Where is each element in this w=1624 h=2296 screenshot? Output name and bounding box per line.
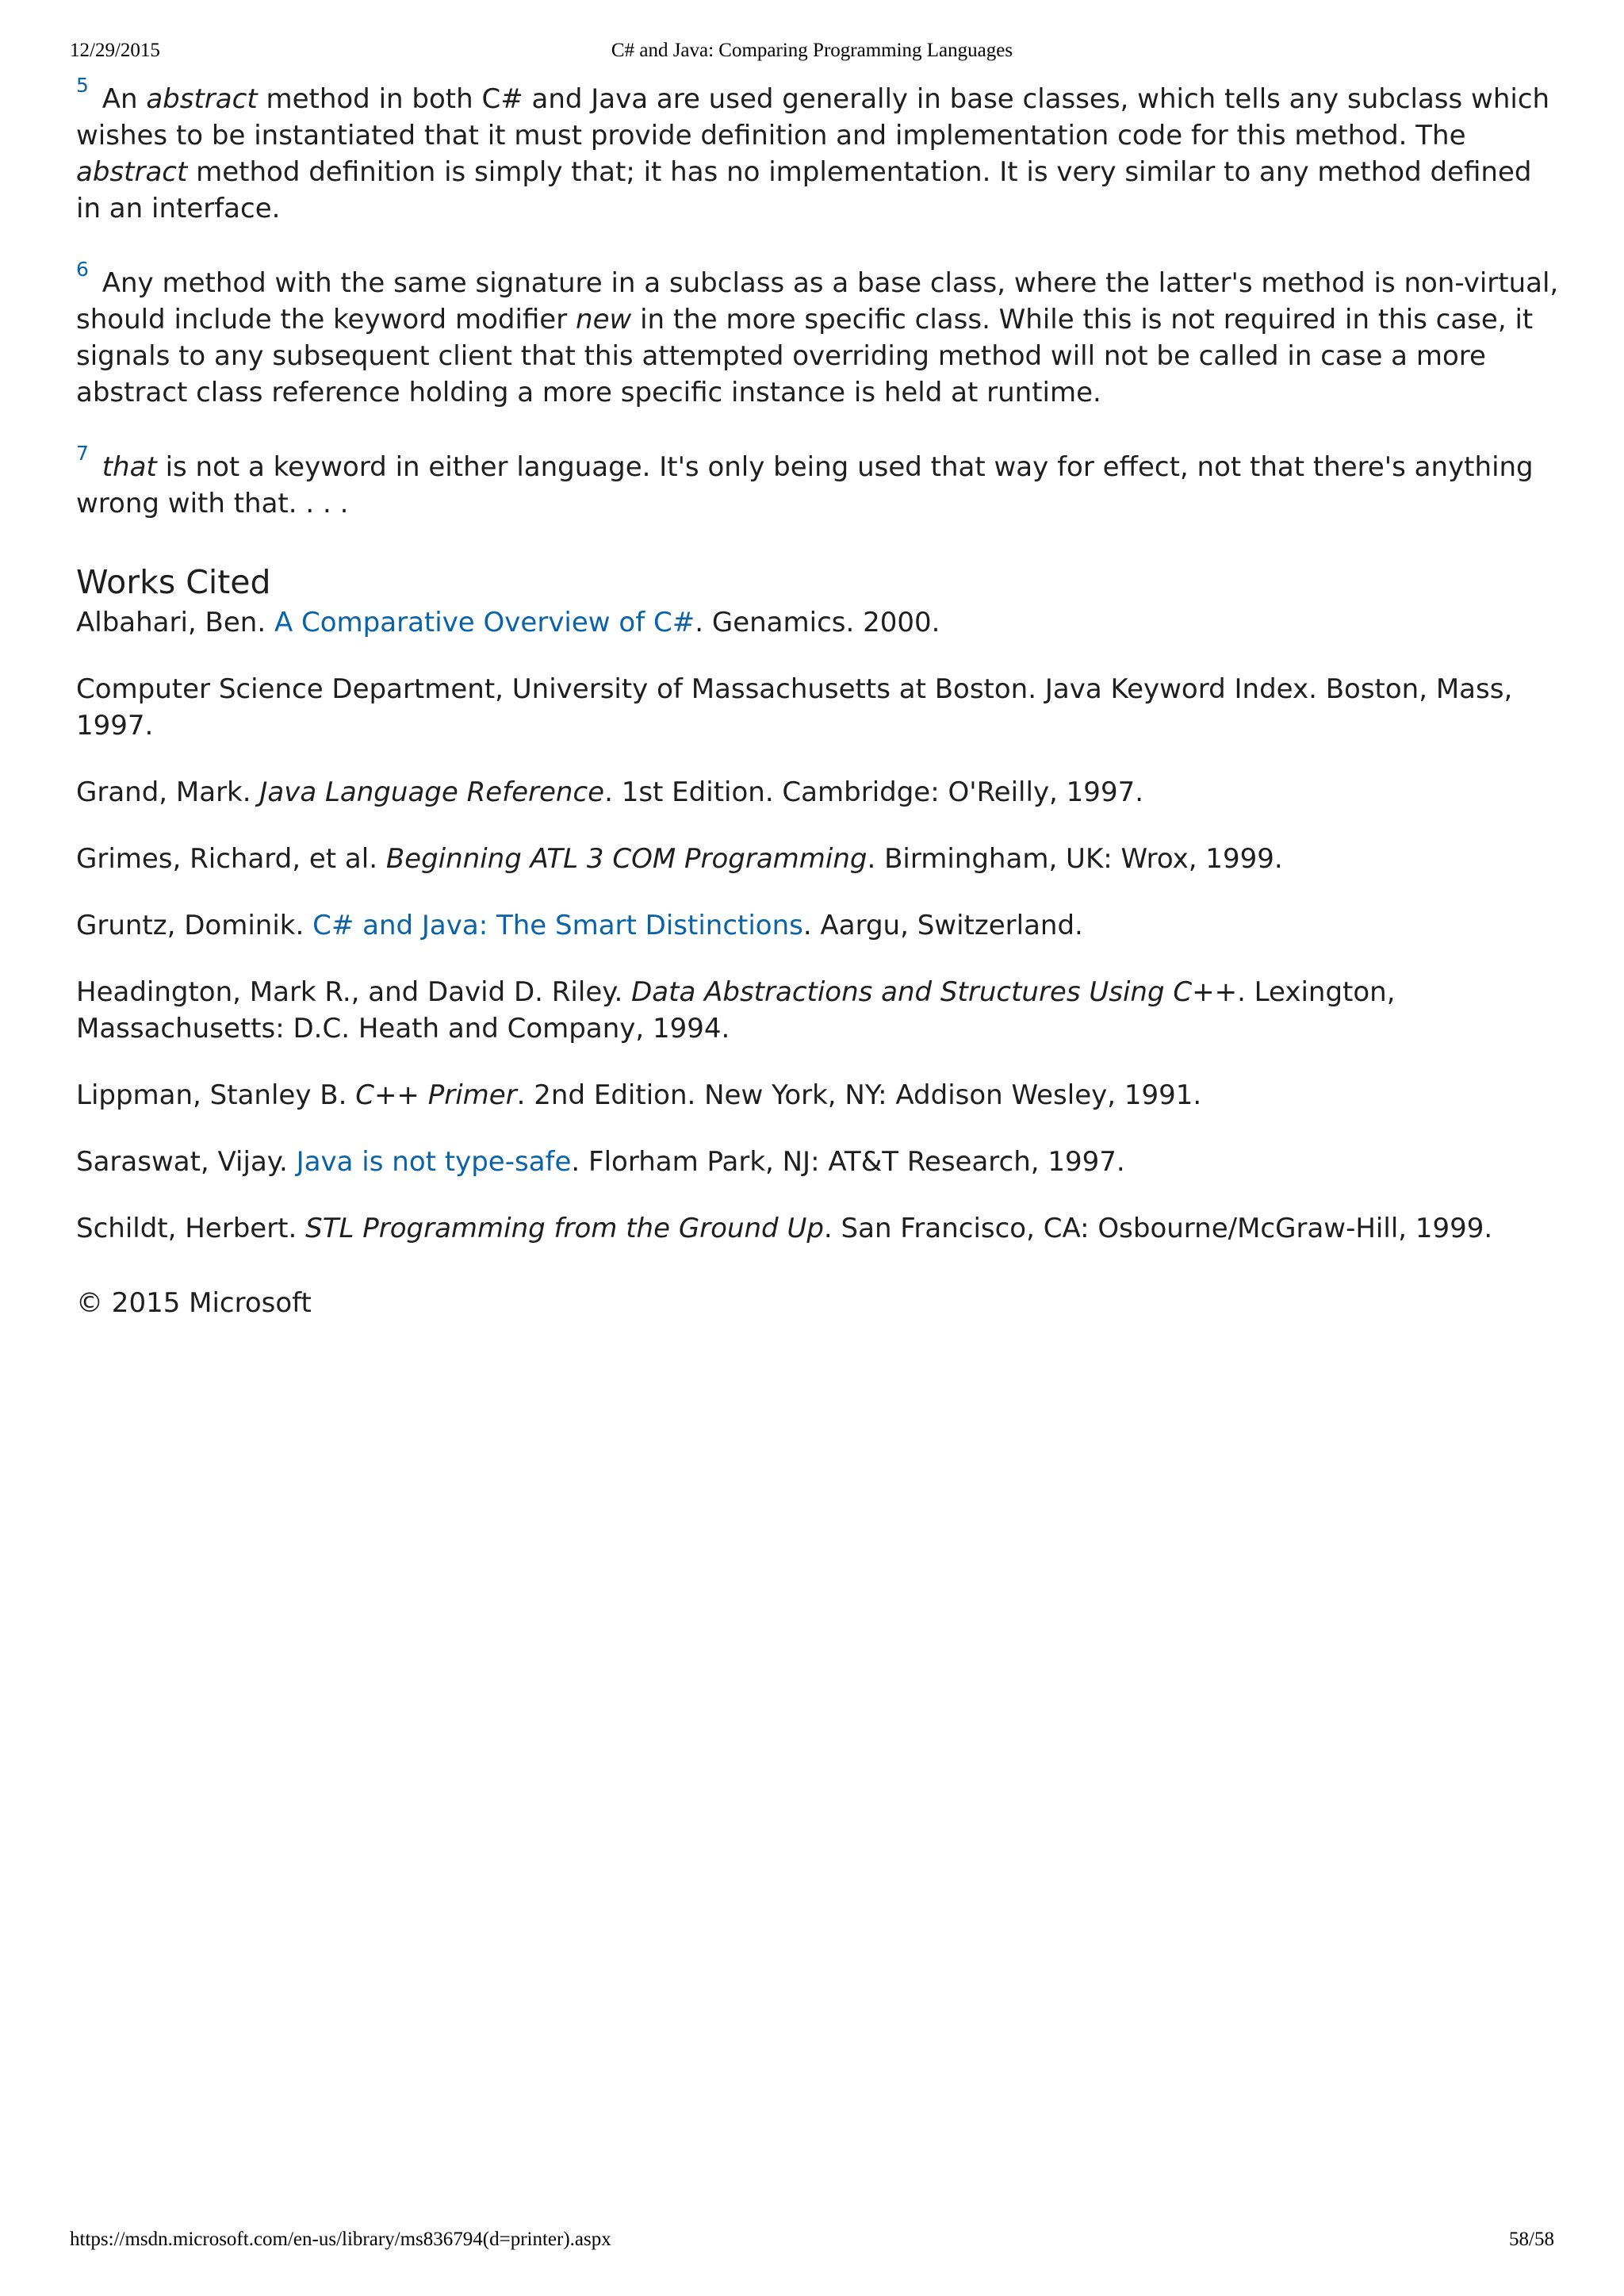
footnote-text: is not a keyword in either language. It's only being used that way for effect, not that there's anything wrong with that. . . . (76, 451, 1534, 519)
footnote-text: method definition is simply that; it has no implementation. It is very similar to any method defined in an interface. (76, 156, 1532, 224)
citation-text: Gruntz, Dominik. (76, 910, 313, 941)
citation-text: . Birmingham, UK: Wrox, 1999. (867, 843, 1283, 875)
citation-text: Albahari, Ben. (76, 607, 274, 638)
footnote-emphasis: abstract (76, 156, 188, 188)
citation (76, 604, 1559, 641)
footnote-6 (76, 258, 1559, 411)
citation-text: . Genamics. 2000. (695, 607, 940, 638)
footnote-emphasis: new (576, 304, 632, 335)
footnote-number[interactable]: 6 (76, 258, 89, 281)
footnote-emphasis: that (102, 451, 157, 483)
citation-title: STL Programming from the Ground Up (305, 1213, 824, 1244)
page-number: 58/58 (1509, 2229, 1554, 2250)
print-date: 12/29/2015 (70, 40, 160, 61)
citation-title: C++ Primer (355, 1079, 517, 1111)
citation-text: . 2nd Edition. New York, NY: Addison Wesley, 1991. (516, 1079, 1202, 1111)
citation-text: Lippman, Stanley B. (76, 1079, 356, 1111)
citation-text: Schildt, Herbert. (76, 1213, 306, 1244)
footnote-text: in the more specific class. While this is not required in this case, it signals to any subsequent client that this attempted overriding method will not be called in case a more abstract class reference holding a more specific instance is held at runtime. (76, 304, 1534, 408)
footnote-text: An (93, 83, 147, 115)
citation-link[interactable]: C# and Java: The Smart Distinctions (312, 910, 803, 941)
citation (76, 1144, 1559, 1180)
citation-text: Grand, Mark. (76, 776, 260, 808)
print-header (70, 40, 1554, 67)
footnote-number[interactable]: 5 (76, 74, 89, 97)
citation (76, 1077, 1559, 1114)
citation-text: Computer Science Department, University of Massachusetts at Boston. Java Keyword Index. Boston, Mass, 1997. (76, 673, 1513, 742)
footnote-text: method in both C# and Java are used generally in base classes, which tells any subclass which wishes to be instantiated that it must provide definition and implementation code for this method. The (76, 83, 1550, 151)
page-url: https://msdn.microsoft.com/en-us/library/ms836794(d=printer).aspx (70, 2229, 611, 2250)
footnote-text (94, 451, 102, 483)
citation-link[interactable]: A Comparative Overview of C# (274, 607, 695, 638)
citation-text: . 1st Edition. Cambridge: O'Reilly, 1997. (604, 776, 1144, 808)
footnote-7 (76, 442, 1559, 522)
citation (76, 841, 1559, 877)
article-content (76, 74, 1559, 1348)
citation-text: . Florham Park, NJ: AT&T Research, 1997. (571, 1146, 1125, 1178)
print-title: C# and Java: Comparing Programming Languages (611, 40, 1013, 61)
citation (76, 974, 1559, 1047)
citation-text: . Lexington, Massachusetts: D.C. Heath and Company, 1994. (76, 976, 1396, 1045)
citation (76, 907, 1559, 944)
citation-text: . San Francisco, CA: Osbourne/McGraw-Hill, 1999. (823, 1213, 1493, 1244)
citation (76, 1210, 1559, 1247)
citation-title: Java Language Reference (259, 776, 605, 808)
footnote-emphasis: abstract (146, 83, 258, 115)
footnote-number[interactable]: 7 (76, 442, 89, 465)
citation-text: Saraswat, Vijay. (76, 1146, 297, 1178)
citation-text: Grimes, Richard, et al. (76, 843, 386, 875)
citation-title: Data Abstractions and Structures Using C++ (631, 976, 1238, 1008)
citation (76, 774, 1559, 811)
copyright-notice: © 2015 Microsoft (76, 1287, 312, 1319)
footnote-text: Any method with the same signature in a subclass as a base class, where the latter's method is non-virtual, should include the keyword modifier (76, 267, 1559, 335)
citation (76, 671, 1559, 744)
citation-link[interactable]: Java is not type-safe (296, 1146, 572, 1178)
footnote-5 (76, 74, 1559, 227)
citation-title: Beginning ATL 3 COM Programming (385, 843, 868, 875)
works-cited-heading: Works Cited (76, 563, 271, 601)
citation-text: . Aargu, Switzerland. (802, 910, 1083, 941)
citation-text: Headington, Mark R., and David D. Riley. (76, 976, 632, 1008)
print-footer (70, 2229, 1554, 2256)
